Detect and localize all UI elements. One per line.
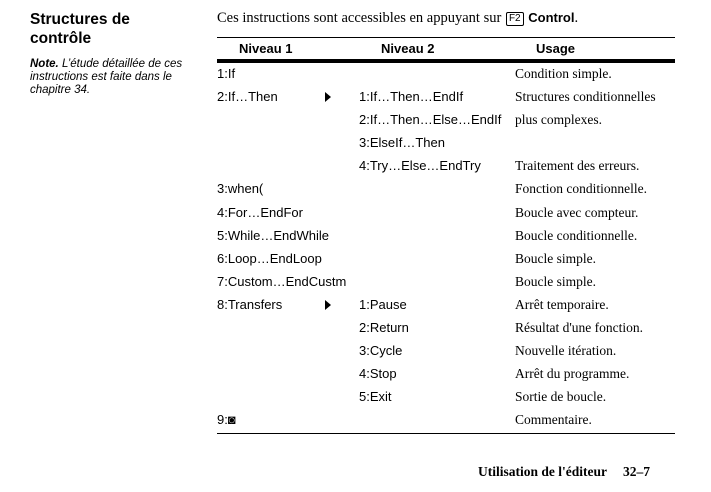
level1-cell: 7:Custom…EndCustm [217, 273, 347, 289]
level1-cell: 1:If [217, 66, 236, 81]
table-row [217, 63, 675, 86]
f2-key-icon: F2 [506, 12, 524, 26]
table-row [217, 340, 675, 363]
usage-cell: Boucle simple. [515, 273, 596, 289]
usage-cell: Condition simple. [515, 66, 612, 81]
table-bottom-rule [217, 433, 675, 434]
control-command: Control [528, 10, 575, 25]
footer-title: Utilisation de l'éditeur [478, 464, 607, 479]
control-structures-table [217, 37, 675, 434]
usage-cell: Commentaire. [515, 412, 592, 428]
level1-cell: 5:While…EndWhile [217, 227, 329, 243]
usage-cell: plus complexes. [515, 112, 602, 128]
note-label: Note. [30, 58, 59, 70]
level2-cell: 3:Cycle [359, 343, 403, 359]
level2-cell: 4:Try…Else…EndTry [359, 158, 481, 174]
section-title: Structures de contrôle [30, 11, 130, 47]
table-row [217, 363, 675, 386]
usage-cell: Boucle conditionnelle. [515, 227, 638, 243]
table-header [217, 38, 675, 59]
level2-cell: 2:Return [359, 320, 409, 336]
sidebar-note [30, 58, 190, 97]
table-row [217, 202, 675, 225]
level1-cell: 3:when( [217, 181, 264, 197]
level1-cell: 4:For…EndFor [217, 204, 303, 220]
usage-cell: Boucle simple. [515, 250, 596, 266]
table-row [217, 225, 675, 248]
table-row [217, 109, 675, 132]
page-footer [478, 464, 650, 480]
intro-end: . [574, 10, 579, 26]
usage-cell: Résultat d'une fonction. [515, 320, 644, 336]
submenu-arrow-icon [325, 92, 331, 102]
usage-cell: Sortie de boucle. [515, 389, 607, 405]
header-level2: Niveau 2 [381, 41, 435, 56]
usage-cell: Structures conditionnelles [515, 89, 656, 105]
level1-cell: 9:◙ [217, 412, 236, 428]
level2-cell: 3:ElseIf…Then [359, 135, 445, 151]
level2-cell: 4:Stop [359, 366, 397, 382]
submenu-arrow-icon [325, 300, 331, 310]
note-text: L’étude détaillée de ces instructions est faite dans le chapitre 34. [30, 58, 183, 96]
sidebar [30, 10, 190, 97]
intro-line [217, 10, 578, 27]
table-row [217, 271, 675, 294]
level2-cell: 1:Pause [359, 296, 407, 312]
table-row [217, 248, 675, 271]
level1-cell: 6:Loop…EndLoop [217, 250, 322, 266]
table-row [217, 132, 675, 155]
table-row [217, 317, 675, 340]
table-row [217, 178, 675, 201]
table-body [217, 63, 675, 433]
usage-cell: Arrêt du programme. [515, 366, 630, 382]
level1-cell: 2:If…Then [217, 89, 278, 105]
table-row [217, 86, 675, 109]
header-level1: Niveau 1 [239, 41, 293, 56]
header-usage: Usage [536, 41, 576, 56]
level1-cell: 8:Transfers [217, 296, 283, 312]
table-row [217, 409, 675, 432]
usage-cell: Fonction conditionnelle. [515, 181, 647, 197]
usage-cell: Nouvelle itération. [515, 343, 617, 359]
intro-text: Ces instructions sont accessibles en appuyant sur [217, 10, 505, 26]
usage-cell: Traitement des erreurs. [515, 158, 640, 174]
table-row [217, 294, 675, 317]
level2-cell: 1:If…Then…EndIf [359, 89, 464, 105]
usage-cell: Boucle avec compteur. [515, 204, 639, 220]
level2-cell: 2:If…Then…Else…EndIf [359, 112, 502, 128]
table-row [217, 386, 675, 409]
level2-cell: 5:Exit [359, 389, 392, 405]
page-number: 32–7 [623, 464, 650, 479]
usage-cell: Arrêt temporaire. [515, 296, 609, 312]
table-row [217, 155, 675, 178]
